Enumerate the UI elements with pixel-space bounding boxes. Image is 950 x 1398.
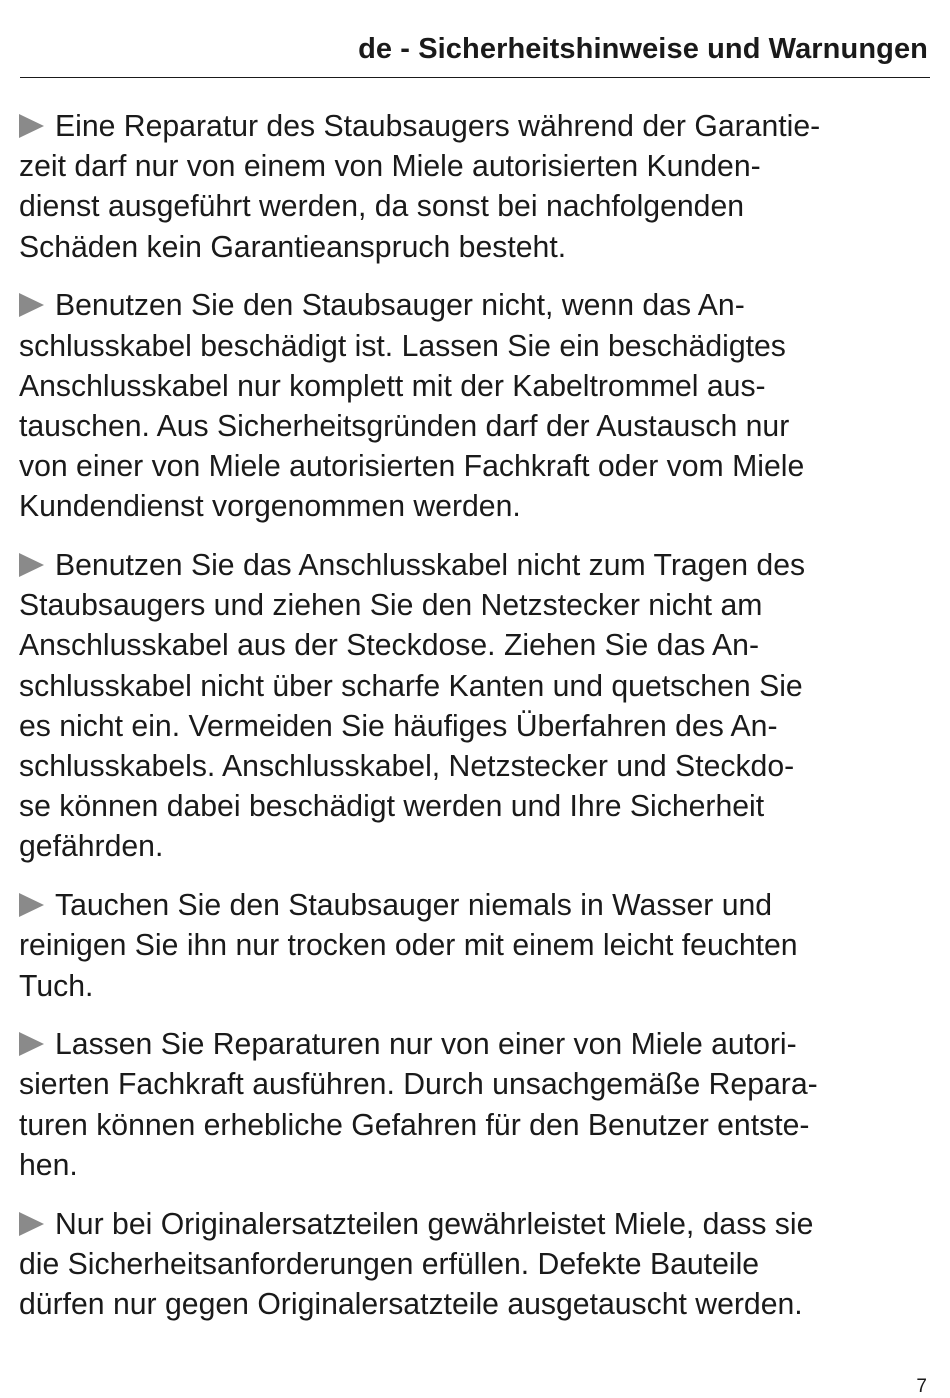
- text-line: Nur bei Originalersatzteilen gewährleistet Miele, dass sie: [19, 1205, 934, 1245]
- triangle-bullet-icon: [19, 553, 44, 577]
- text-line: se können dabei beschädigt werden und Ihre Sicherheit: [19, 790, 765, 824]
- instruction-paragraph-6: [19, 1205, 934, 1326]
- triangle-bullet-icon: [19, 293, 44, 317]
- triangle-bullet-icon: [19, 1212, 44, 1236]
- text-line: die Sicherheitsanforderungen erfüllen. Defekte Bauteile: [19, 1247, 760, 1281]
- text-line: Tauchen Sie den Staubsauger niemals in Wasser und: [19, 886, 934, 926]
- text-line: Lassen Sie Reparaturen nur von einer von Miele autori-: [19, 1025, 934, 1065]
- text-line: Eine Reparatur des Staubsaugers während der Garantie-: [19, 107, 934, 147]
- instruction-paragraph-2: [19, 286, 934, 527]
- text-line: gefährden.: [19, 830, 164, 864]
- text-line: reinigen Sie ihn nur trocken oder mit einem leicht feuchten: [19, 929, 798, 963]
- text-line: sierten Fachkraft ausführen. Durch unsachgemäße Repara-: [19, 1068, 818, 1102]
- text-line: dienst ausgeführt werden, da sonst bei nachfolgenden: [19, 190, 745, 224]
- triangle-bullet-icon: [19, 893, 44, 917]
- text-line: Benutzen Sie das Anschlusskabel nicht zum Tragen des: [19, 546, 934, 586]
- text-line: schlusskabel beschädigt ist. Lassen Sie ein beschädigtes: [19, 329, 786, 363]
- instruction-paragraph-5: [19, 1025, 934, 1186]
- triangle-bullet-icon: [19, 114, 44, 138]
- text-line: es nicht ein. Vermeiden Sie häufiges Überfahren des An-: [19, 709, 778, 743]
- text-line: von einer von Miele autorisierten Fachkraft oder vom Miele: [19, 450, 805, 484]
- text-line: dürfen nur gegen Originalersatzteile ausgetauscht werden.: [19, 1287, 803, 1321]
- text-line: Anschlusskabel aus der Steckdose. Ziehen Sie das An-: [19, 629, 760, 663]
- text-line: Benutzen Sie den Staubsauger nicht, wenn das An-: [19, 286, 934, 326]
- page-header: [20, 0, 930, 78]
- text-line: schlusskabels. Anschlusskabel, Netzstecker und Steckdo-: [19, 750, 795, 784]
- text-line: schlusskabel nicht über scharfe Kanten und quetschen Sie: [19, 669, 803, 703]
- instruction-paragraph-4: [19, 886, 934, 1007]
- text-line: Tuch.: [19, 969, 94, 1003]
- text-line: Staubsaugers und ziehen Sie den Netzstecker nicht am: [19, 589, 763, 623]
- text-line: hen.: [19, 1148, 78, 1182]
- instruction-paragraph-1: [19, 107, 934, 268]
- instruction-paragraph-3: [19, 546, 934, 868]
- safety-instructions: [19, 107, 934, 1344]
- triangle-bullet-icon: [19, 1032, 44, 1056]
- text-line: tauschen. Aus Sicherheitsgründen darf der Austausch nur: [19, 409, 790, 443]
- section-title: de - Sicherheitshinweise und Warnungen: [358, 33, 928, 65]
- text-line: Kundendienst vorgenommen werden.: [19, 490, 521, 524]
- text-line: zeit darf nur von einem von Miele autorisierten Kunden-: [19, 150, 761, 184]
- text-line: turen können erhebliche Gefahren für den Benutzer entste-: [19, 1108, 810, 1142]
- text-line: Schäden kein Garantieanspruch besteht.: [19, 230, 567, 264]
- text-line: Anschlusskabel nur komplett mit der Kabeltrommel aus-: [19, 369, 766, 403]
- page-number: 7: [916, 1376, 927, 1397]
